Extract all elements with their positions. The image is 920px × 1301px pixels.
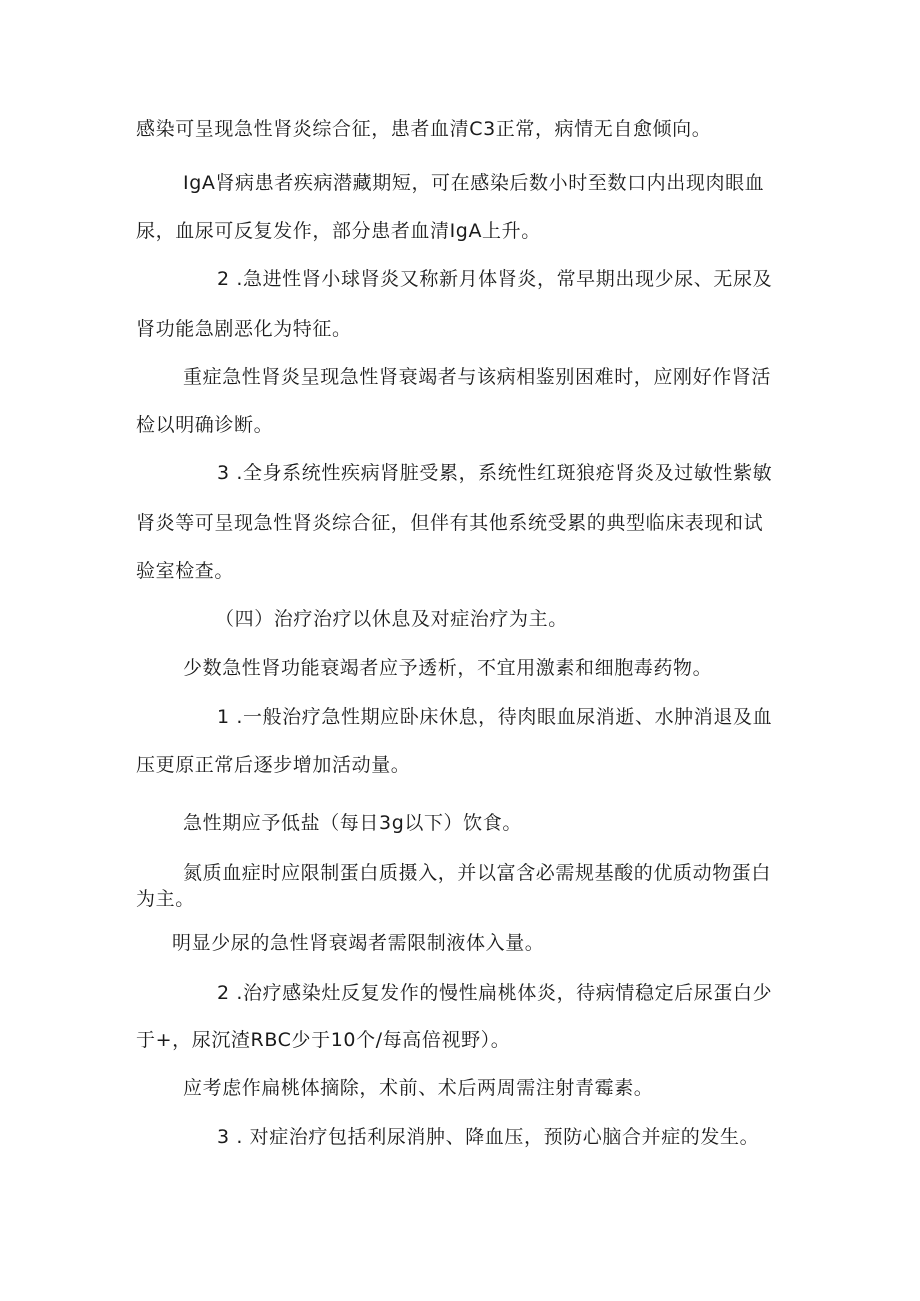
text-line: IgA肾病患者疾病潜藏期短，可在感染后数小时至数口内出现肉眼血 [183, 172, 765, 194]
text-line: 2 .急进性肾小球肾炎又称新月体肾炎，常早期出现少尿、无尿及 [217, 268, 773, 290]
text-line: 明显少尿的急性肾衰竭者需限制液体入量。 [172, 932, 545, 954]
text-line: 1 .一般治疗急性期应卧床休息，待肉眼血尿消逝、水肿消退及血 [217, 706, 773, 728]
text-line: 重症急性肾炎呈现急性肾衰竭者与该病相鉴别困难时，应刚好作肾活 [183, 366, 772, 388]
text-line: 为主。 [136, 888, 195, 910]
text-line: 急性期应予低盐（每日3g以下）饮食。 [183, 812, 522, 834]
text-line: 少数急性肾功能衰竭者应予透析，不宜用激素和细胞毒药物。 [183, 657, 713, 679]
text-line: 氮质血症时应限制蛋白质摄入，并以富含必需规基酸的优质动物蛋白 [183, 862, 772, 884]
text-line: 应考虑作扁桃体摘除，术前、术后两周需注射青霉素。 [183, 1077, 654, 1099]
text-line: 肾功能急剧恶化为特征。 [136, 318, 352, 340]
text-line: 检以明确诊断。 [136, 414, 274, 436]
text-line: 肾炎等可呈现急性肾炎综合征，但伴有其他系统受累的典型临床表现和试 [136, 512, 764, 534]
text-line: 于+，尿沉渣RBC少于10个/每高倍视野）。 [136, 1029, 511, 1051]
text-line: 2 .治疗感染灶反复发作的慢性扁桃体炎，待病情稳定后尿蛋白少 [217, 982, 773, 1004]
text-line: 压更原正常后逐步增加活动量。 [136, 754, 411, 776]
text-line: （四）治疗治疗以休息及对症治疗为主。 [215, 608, 568, 630]
text-line: 验室检查。 [136, 560, 235, 582]
text-line: 3 . 对症治疗包括利尿消肿、降血压，预防心脑合并症的发生。 [217, 1126, 760, 1148]
text-line: 感染可呈现急性肾炎综合征，患者血清C3正常，病情无自愈倾向。 [136, 118, 712, 140]
text-line: 3 .全身系统性疾病肾脏受累，系统性红斑狼疮肾炎及过敏性紫敏 [217, 462, 773, 484]
text-line: 尿，血尿可反复发作，部分患者血清IgA上升。 [136, 220, 541, 242]
